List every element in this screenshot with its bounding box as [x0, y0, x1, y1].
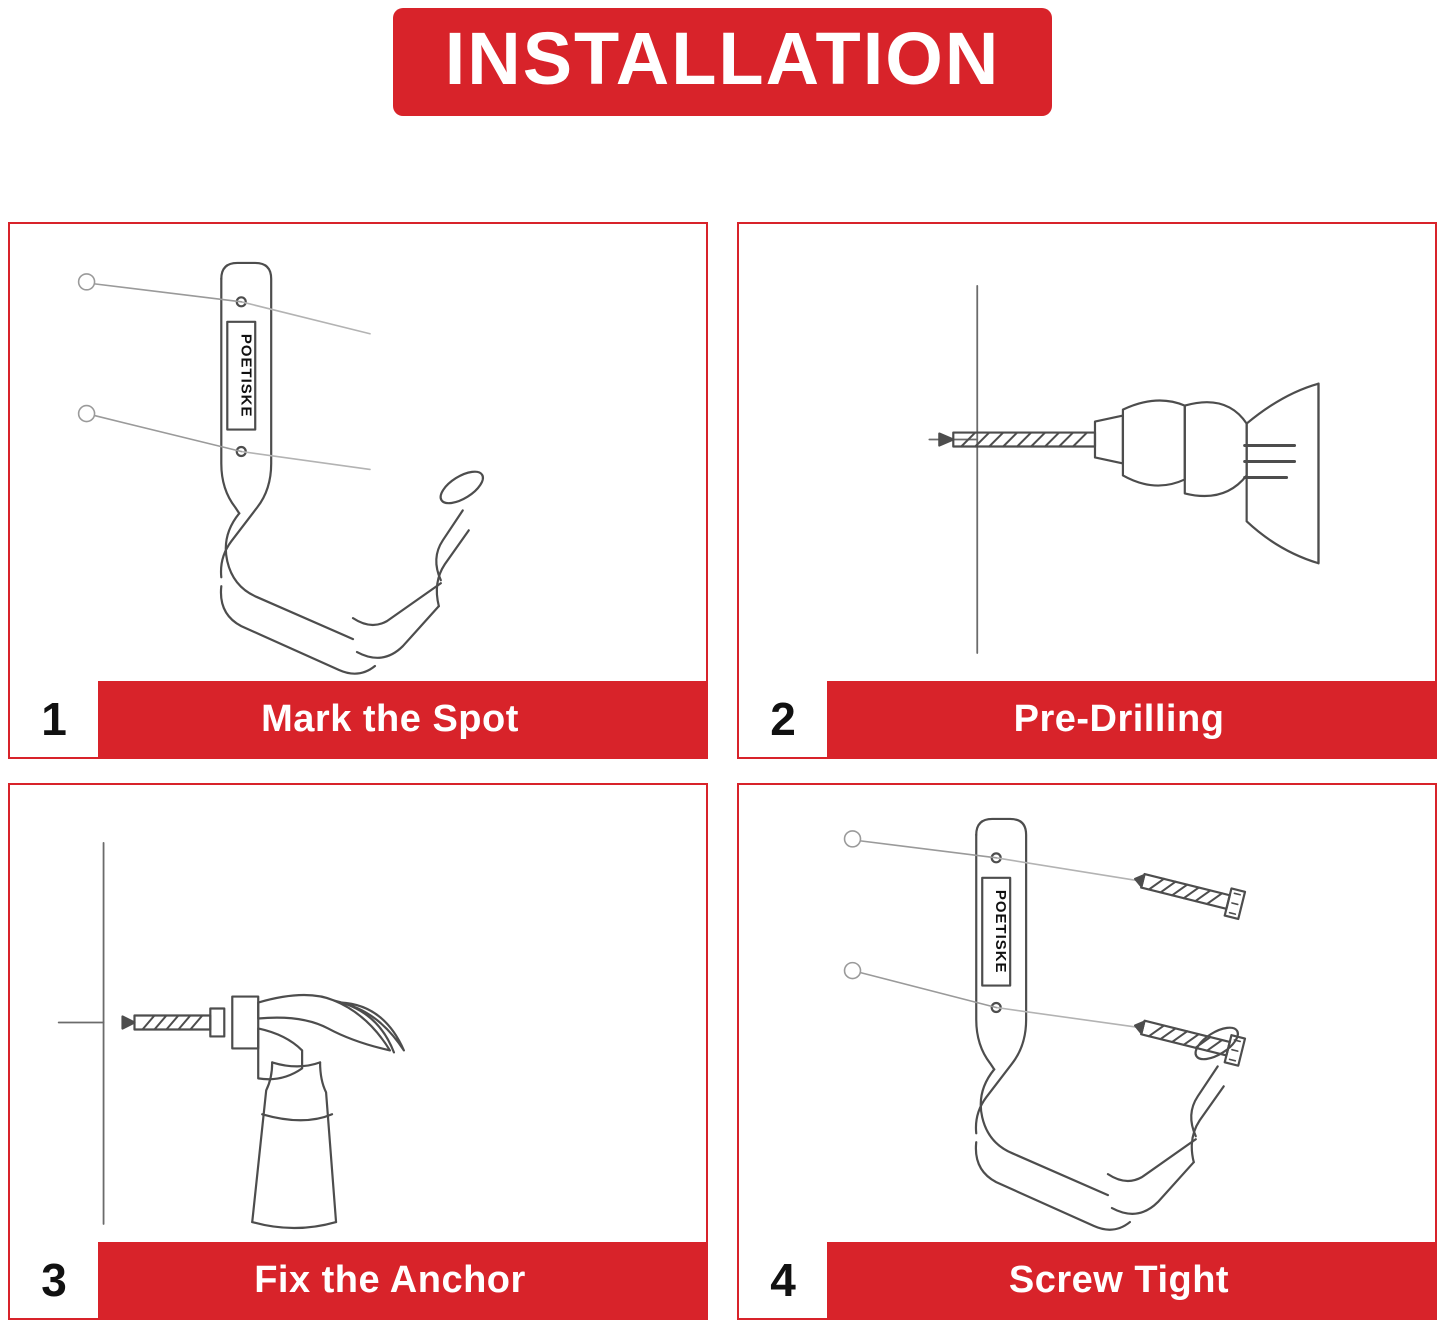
- step-1-illustration: [10, 224, 706, 681]
- hook-brand-label: POETISKE: [237, 333, 255, 418]
- title-banner-background: [393, 8, 1053, 116]
- installation-steps-grid: [8, 222, 1437, 1320]
- step-card-1: [8, 222, 708, 759]
- hook-brand-label: POETISKE: [992, 889, 1010, 974]
- step-2-footer: [739, 681, 1435, 757]
- step-card-2: [737, 222, 1437, 759]
- step-2-label: Pre-Drilling: [827, 681, 1435, 757]
- step-1-label: Mark the Spot: [98, 681, 706, 757]
- hook-marking-drawing: [10, 224, 706, 681]
- step-card-4: [737, 783, 1437, 1320]
- step-4-number: 4: [739, 1242, 827, 1318]
- step-card-3: [8, 783, 708, 1320]
- hook-screwed-drawing: [739, 785, 1435, 1242]
- hammer-anchor-drawing: [10, 785, 706, 1242]
- step-3-number: 3: [10, 1242, 98, 1318]
- step-4-label: Screw Tight: [827, 1242, 1435, 1318]
- step-2-illustration: [739, 224, 1435, 681]
- step-3-illustration: [10, 785, 706, 1242]
- step-3-footer: [10, 1242, 706, 1318]
- step-1-footer: [10, 681, 706, 757]
- drill-drawing: [739, 224, 1435, 681]
- step-4-footer: [739, 1242, 1435, 1318]
- step-4-illustration: [739, 785, 1435, 1242]
- step-3-label: Fix the Anchor: [98, 1242, 706, 1318]
- step-2-number: 2: [739, 681, 827, 757]
- step-1-number: 1: [10, 681, 98, 757]
- page-title: INSTALLATION: [444, 17, 1001, 100]
- page-title-banner: [0, 8, 1445, 116]
